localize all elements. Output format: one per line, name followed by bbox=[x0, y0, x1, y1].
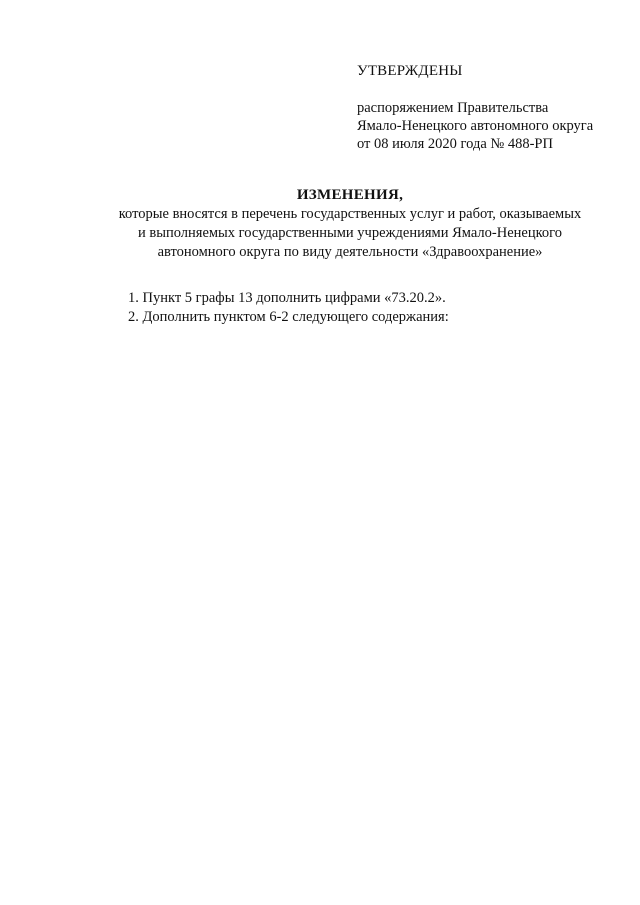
approval-line-1: распоряжением Правительства bbox=[357, 100, 549, 116]
amendment-item-2: 2. Дополнить пунктом 6-2 следующего содержания: bbox=[128, 309, 449, 325]
title-line-3: автономного округа по виду деятельности «Здравоохранение» bbox=[157, 244, 543, 260]
approval-line-3: от 08 июля 2020 года № 488-РП bbox=[357, 136, 553, 152]
approved-label: УТВЕРЖДЕНЫ bbox=[357, 63, 463, 79]
amendment-list bbox=[128, 289, 598, 327]
amendment-item-1: 1. Пункт 5 графы 13 дополнить цифрами «73.20.2». bbox=[128, 290, 446, 306]
title-line-2: и выполняемых государственными учреждениями Ямало-Ненецкого bbox=[137, 225, 562, 241]
approval-line-2: Ямало-Ненецкого автономного округа bbox=[357, 118, 594, 134]
title-line-1: которые вносятся в перечень государственных услуг и работ, оказываемых bbox=[118, 206, 582, 222]
title-heading: ИЗМЕНЕНИЯ, bbox=[296, 187, 404, 203]
approval-stamp bbox=[357, 62, 607, 153]
document-title bbox=[60, 186, 640, 262]
